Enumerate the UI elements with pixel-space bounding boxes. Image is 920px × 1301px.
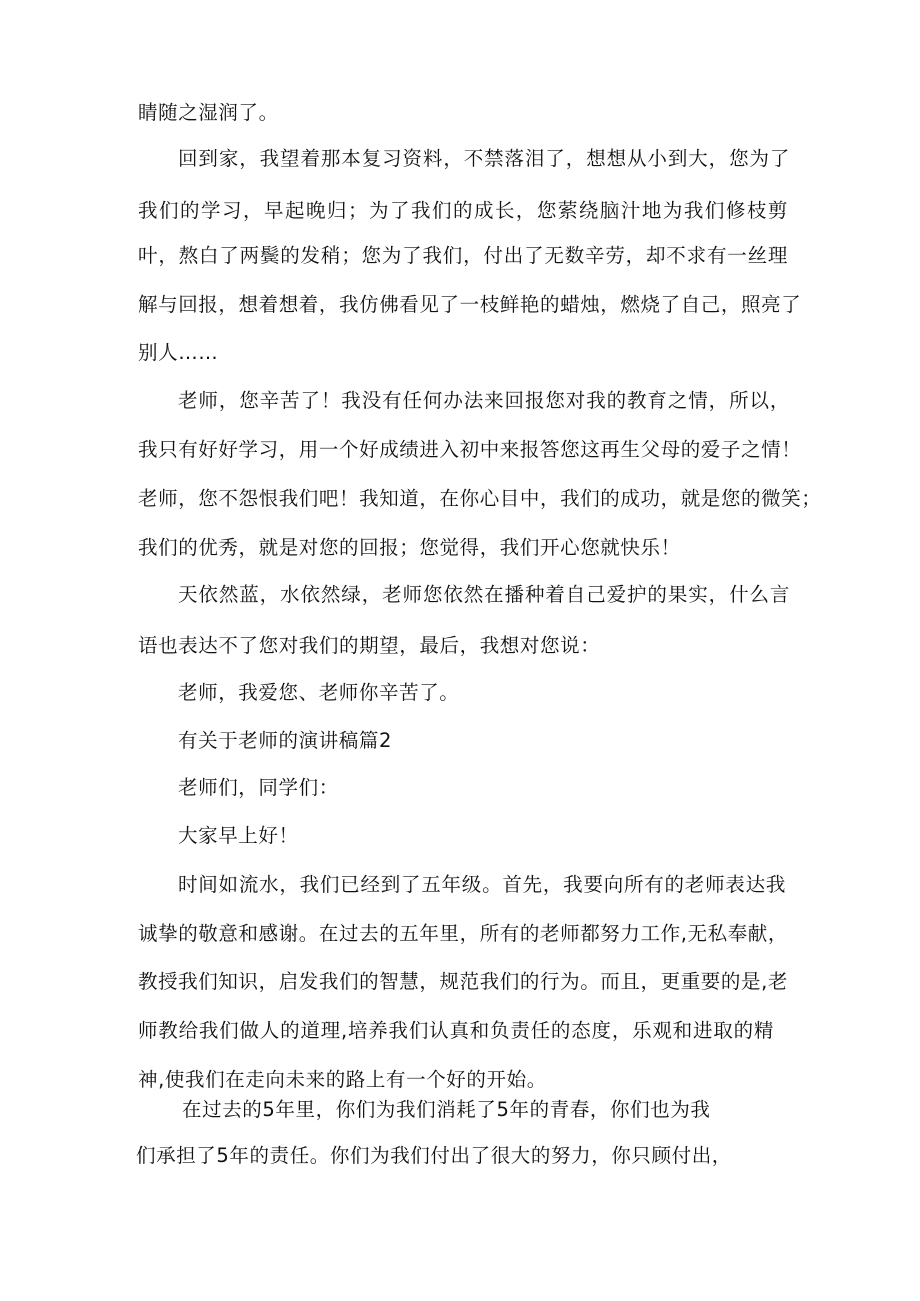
text-line: 解与回报，想着想着，我仿佛看见了一枝鲜艳的蜡烛，燃烧了自己，照亮了 — [138, 293, 802, 316]
text-line: 老师，您不怨恨我们吧！我知道，在你心目中，我们的成功，就是您的微笑； — [138, 487, 822, 510]
text-line: 们承担了5年的责任。你们为我们付出了很大的努力，你只顾付出， — [136, 1144, 732, 1167]
text-line: 老师，我爱您、老师你辛苦了。 — [178, 681, 460, 704]
text-line: 回到家，我望着那本复习资料，不禁落泪了，想想从小到大，您为了 — [178, 147, 790, 170]
text-line: 我们的优秀，就是对您的回报；您觉得，我们开心您就快乐！ — [138, 536, 681, 559]
text-line: 在过去的5年里，你们为我们消耗了5年的青春，你们也为我 — [182, 1098, 711, 1121]
text-line: 老师们，同学们： — [178, 776, 339, 799]
text-line: 天依然蓝，水依然绿，老师您依然在播种着自己爱护的果实，什么言 — [178, 583, 790, 606]
text-line: 叶，熬白了两鬓的发稍；您为了我们，付出了无数辛劳，却不求有一丝理 — [138, 244, 788, 267]
text-line: 语也表达不了您对我们的期望，最后，我想对您说： — [138, 634, 601, 657]
text-line: 大家早上好！ — [178, 824, 299, 847]
text-line: 别人…… — [138, 341, 219, 364]
text-line: 我只有好好学习，用一个好成绩进入初中来报答您这再生父母的爱子之情！ — [138, 438, 802, 461]
text-line: 神,使我们在走向未来的路上有一个好的开始。 — [138, 1068, 547, 1091]
text-line: 睛随之湿润了。 — [138, 101, 279, 124]
text-line: 老师，您辛苦了！我没有任何办法来回报您对我的教育之情，所以， — [178, 389, 790, 412]
text-line: 师教给我们做人的道理,培养我们认真和负责任的态度，乐观和进取的精 — [138, 1019, 774, 1042]
text-line: 诚挚的敬意和感谢。在过去的五年里，所有的老师都努力工作,无私奉献， — [138, 922, 788, 945]
text-line: 时间如流水，我们已经到了五年级。首先，我要向所有的老师表达我 — [178, 873, 786, 896]
section-heading: 有关于老师的演讲稿篇2 — [178, 729, 393, 752]
text-line: 教授我们知识，启发我们的智慧，规范我们的行为。而且，更重要的是,老 — [138, 970, 788, 993]
text-line: 我们的学习，早起晚归；为了我们的成长，您萦绕脑汁地为我们修枝剪 — [138, 199, 788, 222]
